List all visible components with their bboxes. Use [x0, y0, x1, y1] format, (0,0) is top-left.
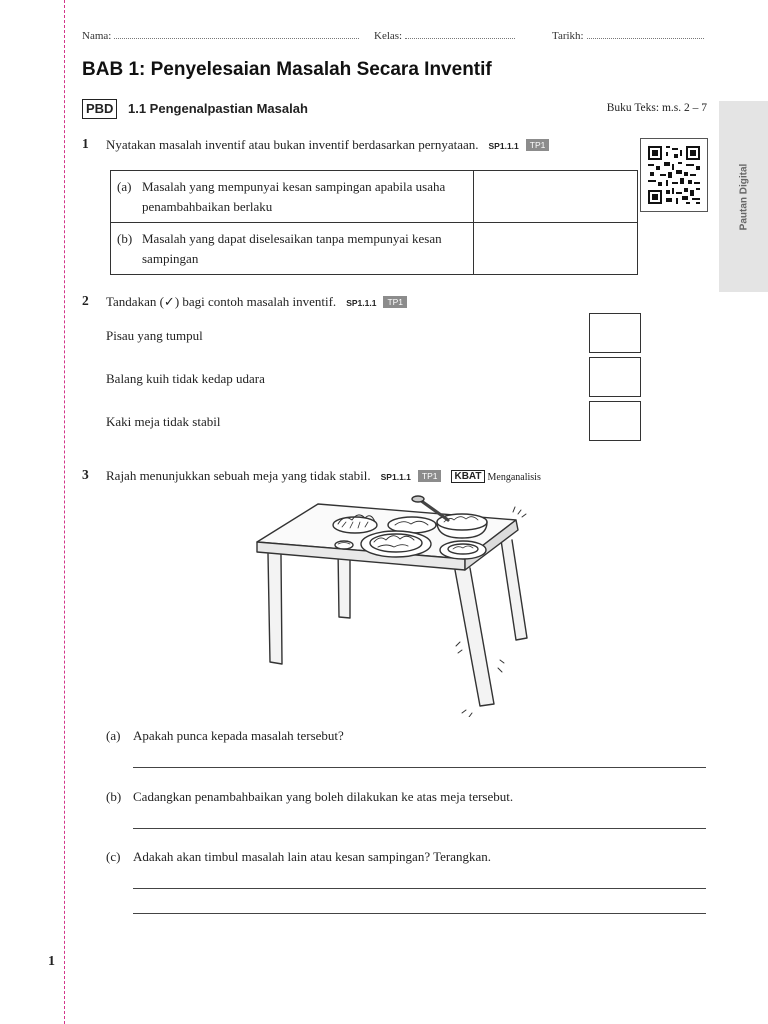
q2-tp-badge: TP1 [383, 296, 407, 308]
digital-link-tab[interactable] [719, 101, 768, 292]
q3-subquestion-c [106, 849, 491, 865]
q2-option-3: Kaki meja tidak stabil [106, 414, 221, 429]
q1-item-b-text: Masalah yang dapat diselesaikan tanpa mempunyai kesan sampingan [142, 230, 442, 266]
q2-checkbox-3[interactable] [589, 401, 641, 441]
q3-text: Rajah menunjukkan sebuah meja yang tidak stabil. [106, 468, 371, 483]
answer-line-q3b[interactable] [133, 828, 706, 829]
student-info-header [82, 30, 707, 44]
q1-item-a [111, 171, 474, 223]
q1-tp-badge: TP1 [526, 139, 550, 151]
date-label: Tarikh: [552, 30, 584, 42]
kbat-level: Menganalisis [487, 472, 541, 483]
answer-line-q3a[interactable] [133, 767, 706, 768]
q1-answer-cell-b[interactable] [474, 223, 638, 275]
q3-text-line [106, 468, 541, 484]
q3-sp-code: SP1.1.1 [380, 472, 411, 482]
q1-text-line [106, 137, 549, 153]
name-label: Nama: [82, 30, 112, 42]
q2-sp-code: SP1.1.1 [346, 298, 377, 308]
q2-option-2: Balang kuih tidak kedap udara [106, 371, 265, 386]
pbd-badge: PBD [82, 99, 117, 119]
q3a-label: (a) [106, 728, 121, 743]
q1-item-a-label: (a) [117, 178, 132, 194]
name-field[interactable] [82, 30, 359, 42]
q1-text: Nyatakan masalah inventif atau bukan inventif berdasarkan pernyataan. [106, 137, 479, 152]
date-field[interactable] [552, 30, 704, 42]
q3a-text: Apakah punca kepada masalah tersebut? [133, 728, 344, 743]
q2-checkbox-1[interactable] [589, 313, 641, 353]
subtopic-title: 1.1 Pengenalpastian Masalah [128, 101, 308, 116]
margin-guide-line [64, 0, 65, 1024]
q2-checkbox-2[interactable] [589, 357, 641, 397]
subtopic-row [82, 99, 707, 121]
table-row [111, 223, 638, 275]
q3-subquestion-b [106, 789, 513, 805]
textbook-reference: Buku Teks: m.s. 2 – 7 [606, 102, 707, 114]
answer-line-q3c-2[interactable] [133, 913, 706, 914]
q3c-label: (c) [106, 849, 121, 864]
qr-code-icon [648, 146, 700, 204]
page-number: 1 [48, 954, 55, 969]
q2-text-line [106, 294, 407, 310]
q3-tp-badge: TP1 [418, 470, 442, 482]
q2-text: Tandakan (✓) bagi contoh masalah inventif. [106, 294, 337, 309]
qr-code[interactable] [640, 138, 708, 212]
unstable-table-illustration [250, 492, 535, 717]
q2-number: 2 [82, 293, 89, 308]
q3-number: 3 [82, 467, 89, 482]
q3b-label: (b) [106, 789, 122, 804]
answer-line-q3c-1[interactable] [133, 888, 706, 889]
side-tab-label: Pautan Digital [738, 163, 749, 230]
table-row [111, 171, 638, 223]
kbat-badge: KBAT [451, 470, 484, 483]
class-field[interactable] [374, 30, 515, 42]
q3-subquestion-a [106, 728, 344, 744]
q1-table [110, 170, 638, 275]
q1-number: 1 [82, 136, 89, 151]
q1-item-a-text: Masalah yang mempunyai kesan sampingan apabila usaha penambahbaikan berlaku [142, 178, 446, 214]
class-label: Kelas: [374, 30, 403, 42]
q3b-text: Cadangkan penambahbaikan yang boleh dilakukan ke atas meja tersebut. [133, 789, 514, 804]
q1-item-b-label: (b) [117, 230, 133, 246]
q1-sp-code: SP1.1.1 [488, 141, 519, 151]
q1-answer-cell-a[interactable] [474, 171, 638, 223]
q2-option-1: Pisau yang tumpul [106, 328, 203, 343]
chapter-title: BAB 1: Penyelesaian Masalah Secara Inventif [82, 59, 492, 80]
q1-item-b [111, 223, 474, 275]
q3c-text: Adakah akan timbul masalah lain atau kesan sampingan? Terangkan. [133, 849, 492, 864]
